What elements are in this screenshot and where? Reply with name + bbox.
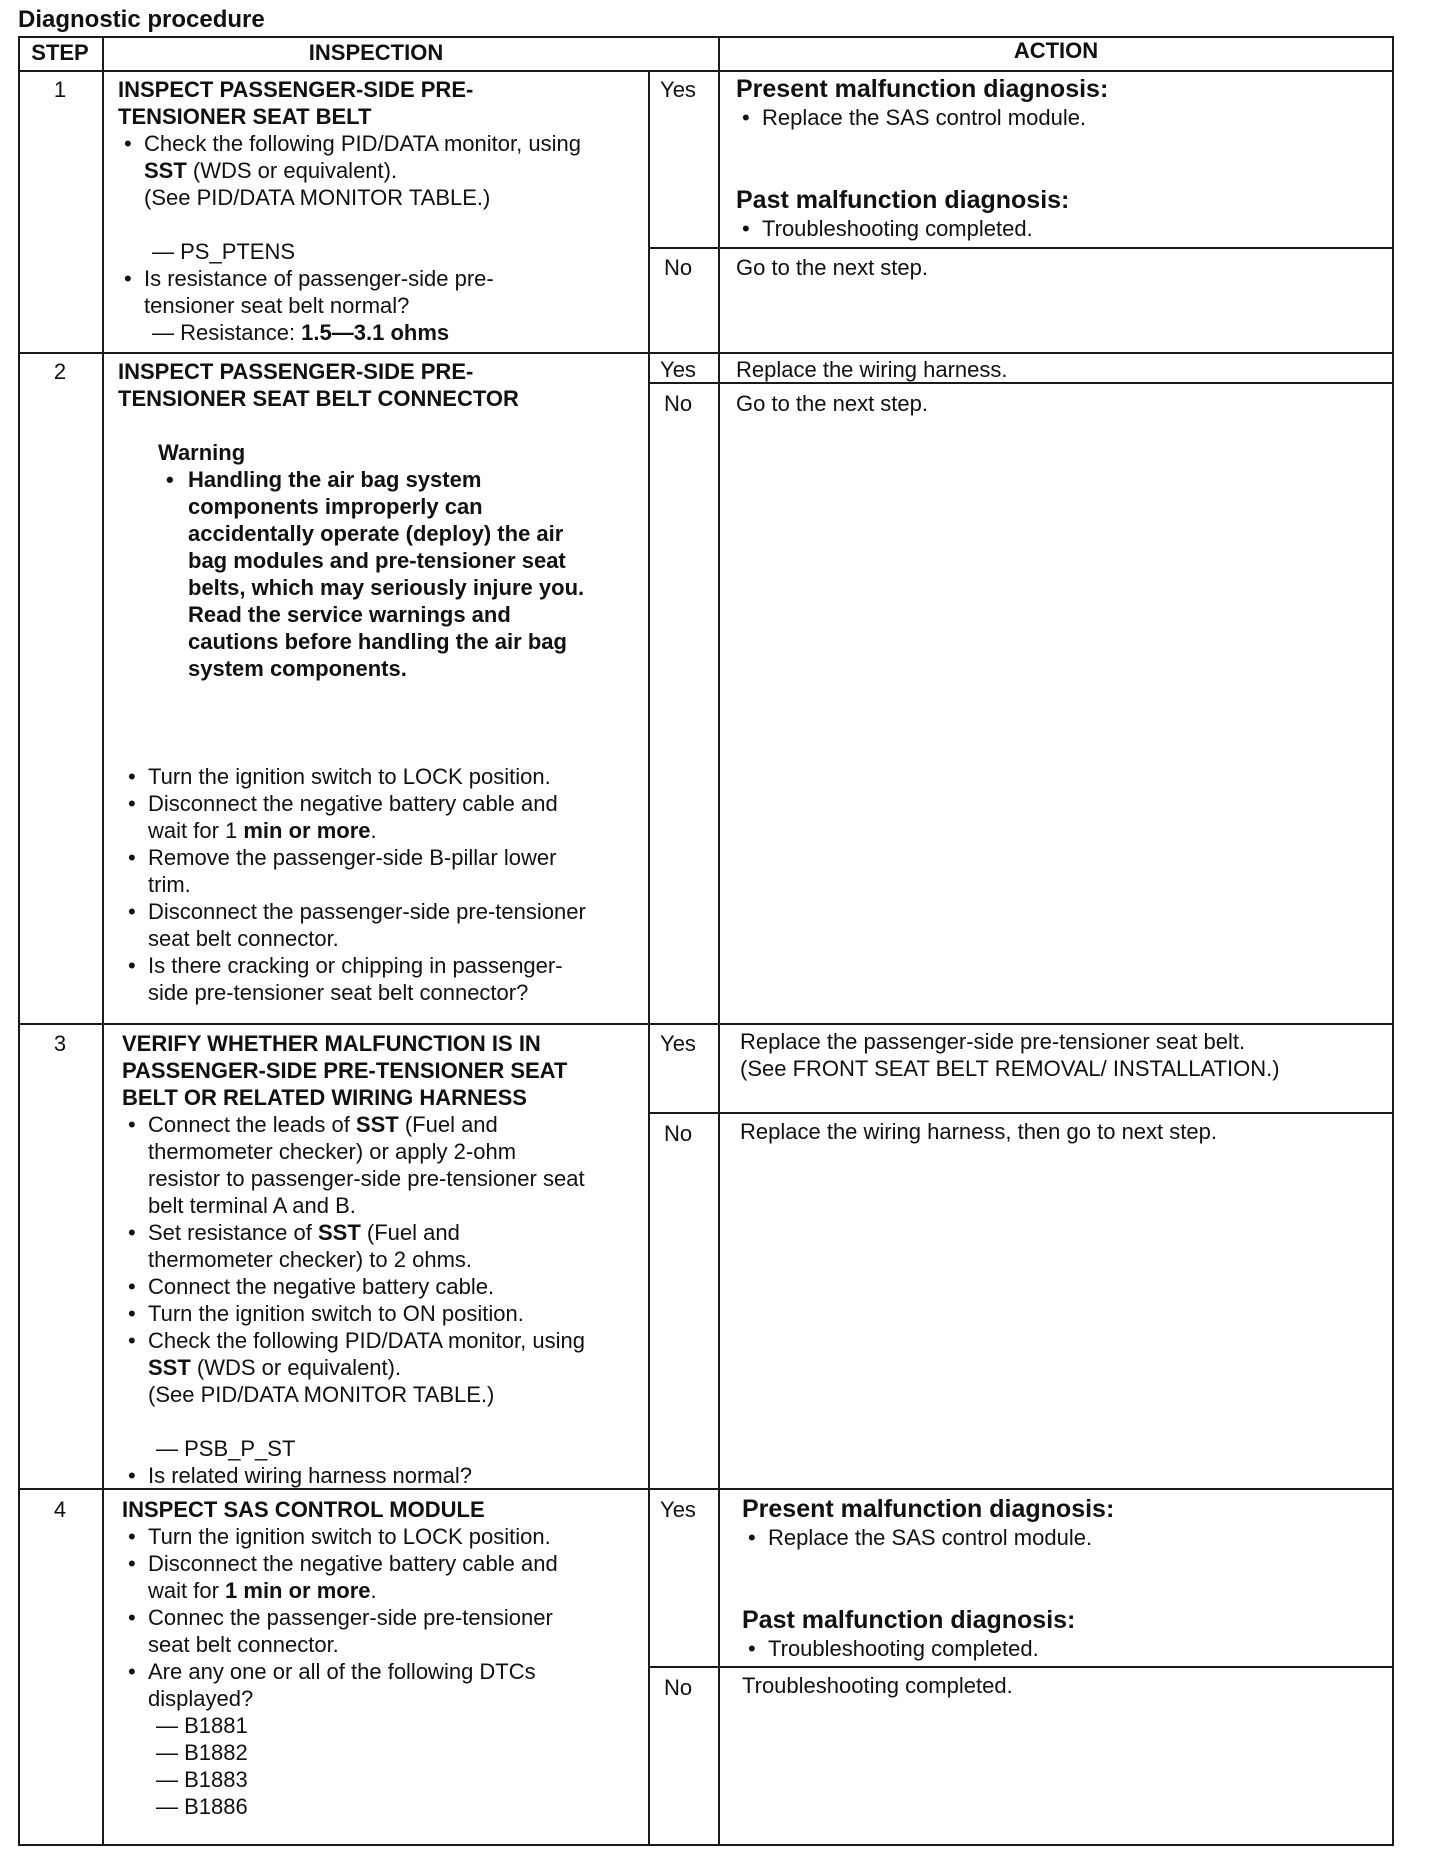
- step3-title-line3: BELT OR RELATED WIRING HARNESS: [122, 1085, 527, 1110]
- step2-bullet-trim: [122, 844, 658, 898]
- dtc-code: — B1882: [156, 1740, 248, 1765]
- step4-yes-action: [742, 1494, 1402, 1662]
- step1-title-line1: INSPECT PASSENGER-SIDE PRE-: [118, 77, 474, 102]
- step3-bullet-ignition: • Turn the ignition switch to ON position.: [122, 1300, 662, 1327]
- row-divider-2-3: [18, 1023, 1394, 1025]
- warning-line: system components.: [188, 656, 407, 681]
- step3-b1-line4: belt terminal A and B.: [148, 1193, 356, 1218]
- step2-yes-label: Yes: [660, 357, 696, 382]
- step4-b2-end: .: [370, 1578, 377, 1603]
- step2-b2-text: Disconnect the negative battery cable and: [148, 791, 558, 816]
- step2-b2-wait: wait for 1: [148, 818, 244, 843]
- step4-bullet-connector: [122, 1604, 662, 1658]
- step4-b3-line2: seat belt connector.: [148, 1632, 339, 1657]
- step2-b2-end: .: [370, 818, 377, 843]
- page-title: Diagnostic procedure: [18, 6, 265, 33]
- step3-bullet-sst-connect: [122, 1111, 662, 1219]
- step4-b4-text: Are any one or all of the following DTCs: [148, 1659, 536, 1684]
- step3-yesno-divider: [648, 1112, 1394, 1114]
- step1-b1-rest: (WDS or equivalent).: [186, 158, 398, 183]
- step4-inspection: [122, 1496, 662, 1820]
- step2-warning-text: [158, 466, 658, 682]
- step4-b2-wait: wait for: [148, 1578, 226, 1603]
- step3-b2-line2: thermometer checker) to 2 ohms.: [148, 1247, 473, 1272]
- step1-past-item: • Troubleshooting completed.: [736, 215, 1396, 242]
- step2-warning-label: Warning: [158, 440, 246, 465]
- step2-title-line1: INSPECT PASSENGER-SIDE PRE-: [118, 359, 474, 384]
- step1-b1-text: Check the following PID/DATA monitor, using: [144, 131, 581, 156]
- warning-line: bag modules and pre-tensioner seat: [188, 548, 566, 573]
- step-number: 3: [53, 1031, 67, 1056]
- step3-title-line2: PASSENGER-SIDE PRE-TENSIONER SEAT: [122, 1058, 568, 1083]
- step3-b1-sst: SST: [355, 1112, 399, 1137]
- step4-past-heading: Past malfunction diagnosis:: [742, 1606, 1076, 1634]
- dtc-code: — B1883: [156, 1767, 248, 1792]
- header-rule: [18, 70, 1394, 72]
- step2-warning-box: [118, 466, 658, 682]
- step1-title-line2: TENSIONER SEAT BELT: [118, 104, 372, 129]
- step4-yes-label: Yes: [660, 1497, 696, 1522]
- step2-title-line2: TENSIONER SEAT BELT CONNECTOR: [118, 386, 519, 411]
- step4-bullet-battery: [122, 1550, 662, 1604]
- step3-b2-pre: Set resistance of: [148, 1220, 318, 1245]
- step3-bullet-harness: • Is related wiring harness normal?: [122, 1462, 662, 1489]
- step1-res-label: — Resistance:: [152, 320, 302, 345]
- step4-no-label: No: [663, 1675, 693, 1700]
- row-divider-1-2: [18, 352, 1394, 354]
- header-step: STEP: [31, 40, 89, 65]
- step3-b5-text: Check the following PID/DATA monitor, using: [148, 1328, 585, 1353]
- step3-yes-label: Yes: [660, 1031, 696, 1056]
- step3-b1-line3: resistor to passenger-side pre-tensioner seat: [148, 1166, 585, 1191]
- step3-no-label: No: [663, 1121, 693, 1146]
- warning-line: cautions before handling the air bag: [188, 629, 567, 654]
- step1-bullet-resistance: [118, 265, 658, 319]
- step3-yes-line1: Replace the passenger-side pre-tensioner seat belt.: [740, 1029, 1246, 1054]
- step2-b5-line2: side pre-tensioner seat belt connector?: [148, 980, 529, 1005]
- step1-bullet-pid: [118, 130, 658, 211]
- step3-inspection: [122, 1030, 662, 1489]
- step3-yes-action: [740, 1028, 1400, 1082]
- header-action: ACTION: [1013, 38, 1099, 63]
- step4-bullet-ignition: • Turn the ignition switch to LOCK position.: [122, 1523, 662, 1550]
- step1-inspection: [118, 76, 658, 346]
- step1-res-value: 1.5—3.1 ohms: [301, 320, 450, 345]
- step1-b2-line2: tensioner seat belt normal?: [144, 293, 410, 318]
- step3-title-line1: VERIFY WHETHER MALFUNCTION IS IN: [122, 1031, 541, 1056]
- dtc-code: — B1881: [156, 1713, 248, 1738]
- step2-b4-line2: seat belt connector.: [148, 926, 339, 951]
- step4-yesno-divider: [648, 1666, 1394, 1668]
- step-column-divider: [102, 36, 104, 1846]
- step4-b2-bold: 1 min or more: [225, 1578, 371, 1603]
- step3-b5-rest: (WDS or equivalent).: [190, 1355, 402, 1380]
- table-border-left: [18, 36, 20, 1846]
- step3-bullet-pid: [122, 1327, 662, 1408]
- step2-no-action: Go to the next step.: [736, 391, 929, 416]
- step2-yes-action: Replace the wiring harness.: [736, 357, 1008, 382]
- step2-b2-bold: min or more: [243, 818, 371, 843]
- yesno-column-divider: [718, 36, 720, 1846]
- step3-b1-post: (Fuel and: [398, 1112, 498, 1137]
- dtc-code: — B1886: [156, 1794, 248, 1819]
- step4-past-item: • Troubleshooting completed.: [742, 1635, 1402, 1662]
- step3-bullet-battery: • Connect the negative battery cable.: [122, 1273, 662, 1300]
- step2-inspection: [118, 358, 658, 1006]
- step1-pid-name: — PS_PTENS: [152, 239, 296, 264]
- diagnostic-table: [18, 36, 1394, 1846]
- step1-b1-see: (See PID/DATA MONITOR TABLE.): [144, 185, 491, 210]
- step-number: 1: [53, 77, 67, 102]
- warning-line: Read the service warnings and: [188, 602, 511, 627]
- step1-yesno-divider: [648, 247, 1394, 249]
- step3-yes-line2: (See FRONT SEAT BELT REMOVAL/ INSTALLATION.): [740, 1056, 1280, 1081]
- step3-pid-name: — PSB_P_ST: [156, 1436, 296, 1461]
- step4-bullet-dtcs: [122, 1658, 662, 1712]
- step3-b5-sst: SST: [148, 1355, 191, 1380]
- step3-b1-pre: Connect the leads of: [148, 1112, 356, 1137]
- step3-b2-post: (Fuel and: [360, 1220, 460, 1245]
- step1-b2-text: Is resistance of passenger-side pre-: [144, 266, 494, 291]
- warning-line: belts, which may seriously injure you.: [188, 575, 585, 600]
- step1-present-heading: Present malfunction diagnosis:: [736, 75, 1109, 103]
- step1-resistance-spec: [118, 319, 658, 346]
- step3-b2-sst: SST: [317, 1220, 361, 1245]
- step1-past-heading: Past malfunction diagnosis:: [736, 186, 1070, 214]
- step2-b5-text: Is there cracking or chipping in passenger-: [148, 953, 563, 978]
- step1-no-action: Go to the next step.: [736, 255, 929, 280]
- step2-b4-text: Disconnect the passenger-side pre-tensioner: [148, 899, 586, 924]
- step2-b3-line2: trim.: [148, 872, 191, 897]
- step2-no-label: No: [663, 391, 693, 416]
- step2-bullet-ignition: • Turn the ignition switch to LOCK position.: [122, 763, 658, 790]
- step3-b5-see: (See PID/DATA MONITOR TABLE.): [148, 1382, 495, 1407]
- step2-b3-text: Remove the passenger-side B-pillar lower: [148, 845, 557, 870]
- step3-bullet-sst-set: [122, 1219, 662, 1273]
- step4-no-action: Troubleshooting completed.: [742, 1673, 1013, 1698]
- header-inspection: INSPECTION: [308, 40, 444, 65]
- warning-line: components improperly can: [188, 494, 483, 519]
- warning-line: • Handling the air bag system: [188, 467, 482, 492]
- table-border-bottom: [18, 1844, 1394, 1846]
- step1-no-label: No: [663, 255, 693, 280]
- step1-b1-sst: SST: [144, 158, 187, 183]
- warning-line: accidentally operate (deploy) the air: [188, 521, 564, 546]
- step1-yes-action: [736, 74, 1396, 242]
- step4-present-heading: Present malfunction diagnosis:: [742, 1495, 1115, 1523]
- step3-b1-line2: thermometer checker) or apply 2-ohm: [148, 1139, 517, 1164]
- step1-present-item: • Replace the SAS control module.: [736, 104, 1396, 131]
- step4-title: INSPECT SAS CONTROL MODULE: [122, 1497, 485, 1522]
- step4-b2-text: Disconnect the negative battery cable and: [148, 1551, 558, 1576]
- step-number: 2: [53, 359, 67, 384]
- step2-bullet-cracking: [122, 952, 658, 1006]
- step1-yes-label: Yes: [660, 77, 696, 102]
- step4-b4-line2: displayed?: [148, 1686, 254, 1711]
- step4-present-item: • Replace the SAS control module.: [742, 1524, 1402, 1551]
- step3-no-action: Replace the wiring harness, then go to next step.: [740, 1119, 1217, 1144]
- step4-b3-text: Connec the passenger-side pre-tensioner: [148, 1605, 553, 1630]
- step2-bullet-battery: [122, 790, 658, 844]
- step2-bullet-connector: [122, 898, 658, 952]
- step-number: 4: [53, 1497, 67, 1522]
